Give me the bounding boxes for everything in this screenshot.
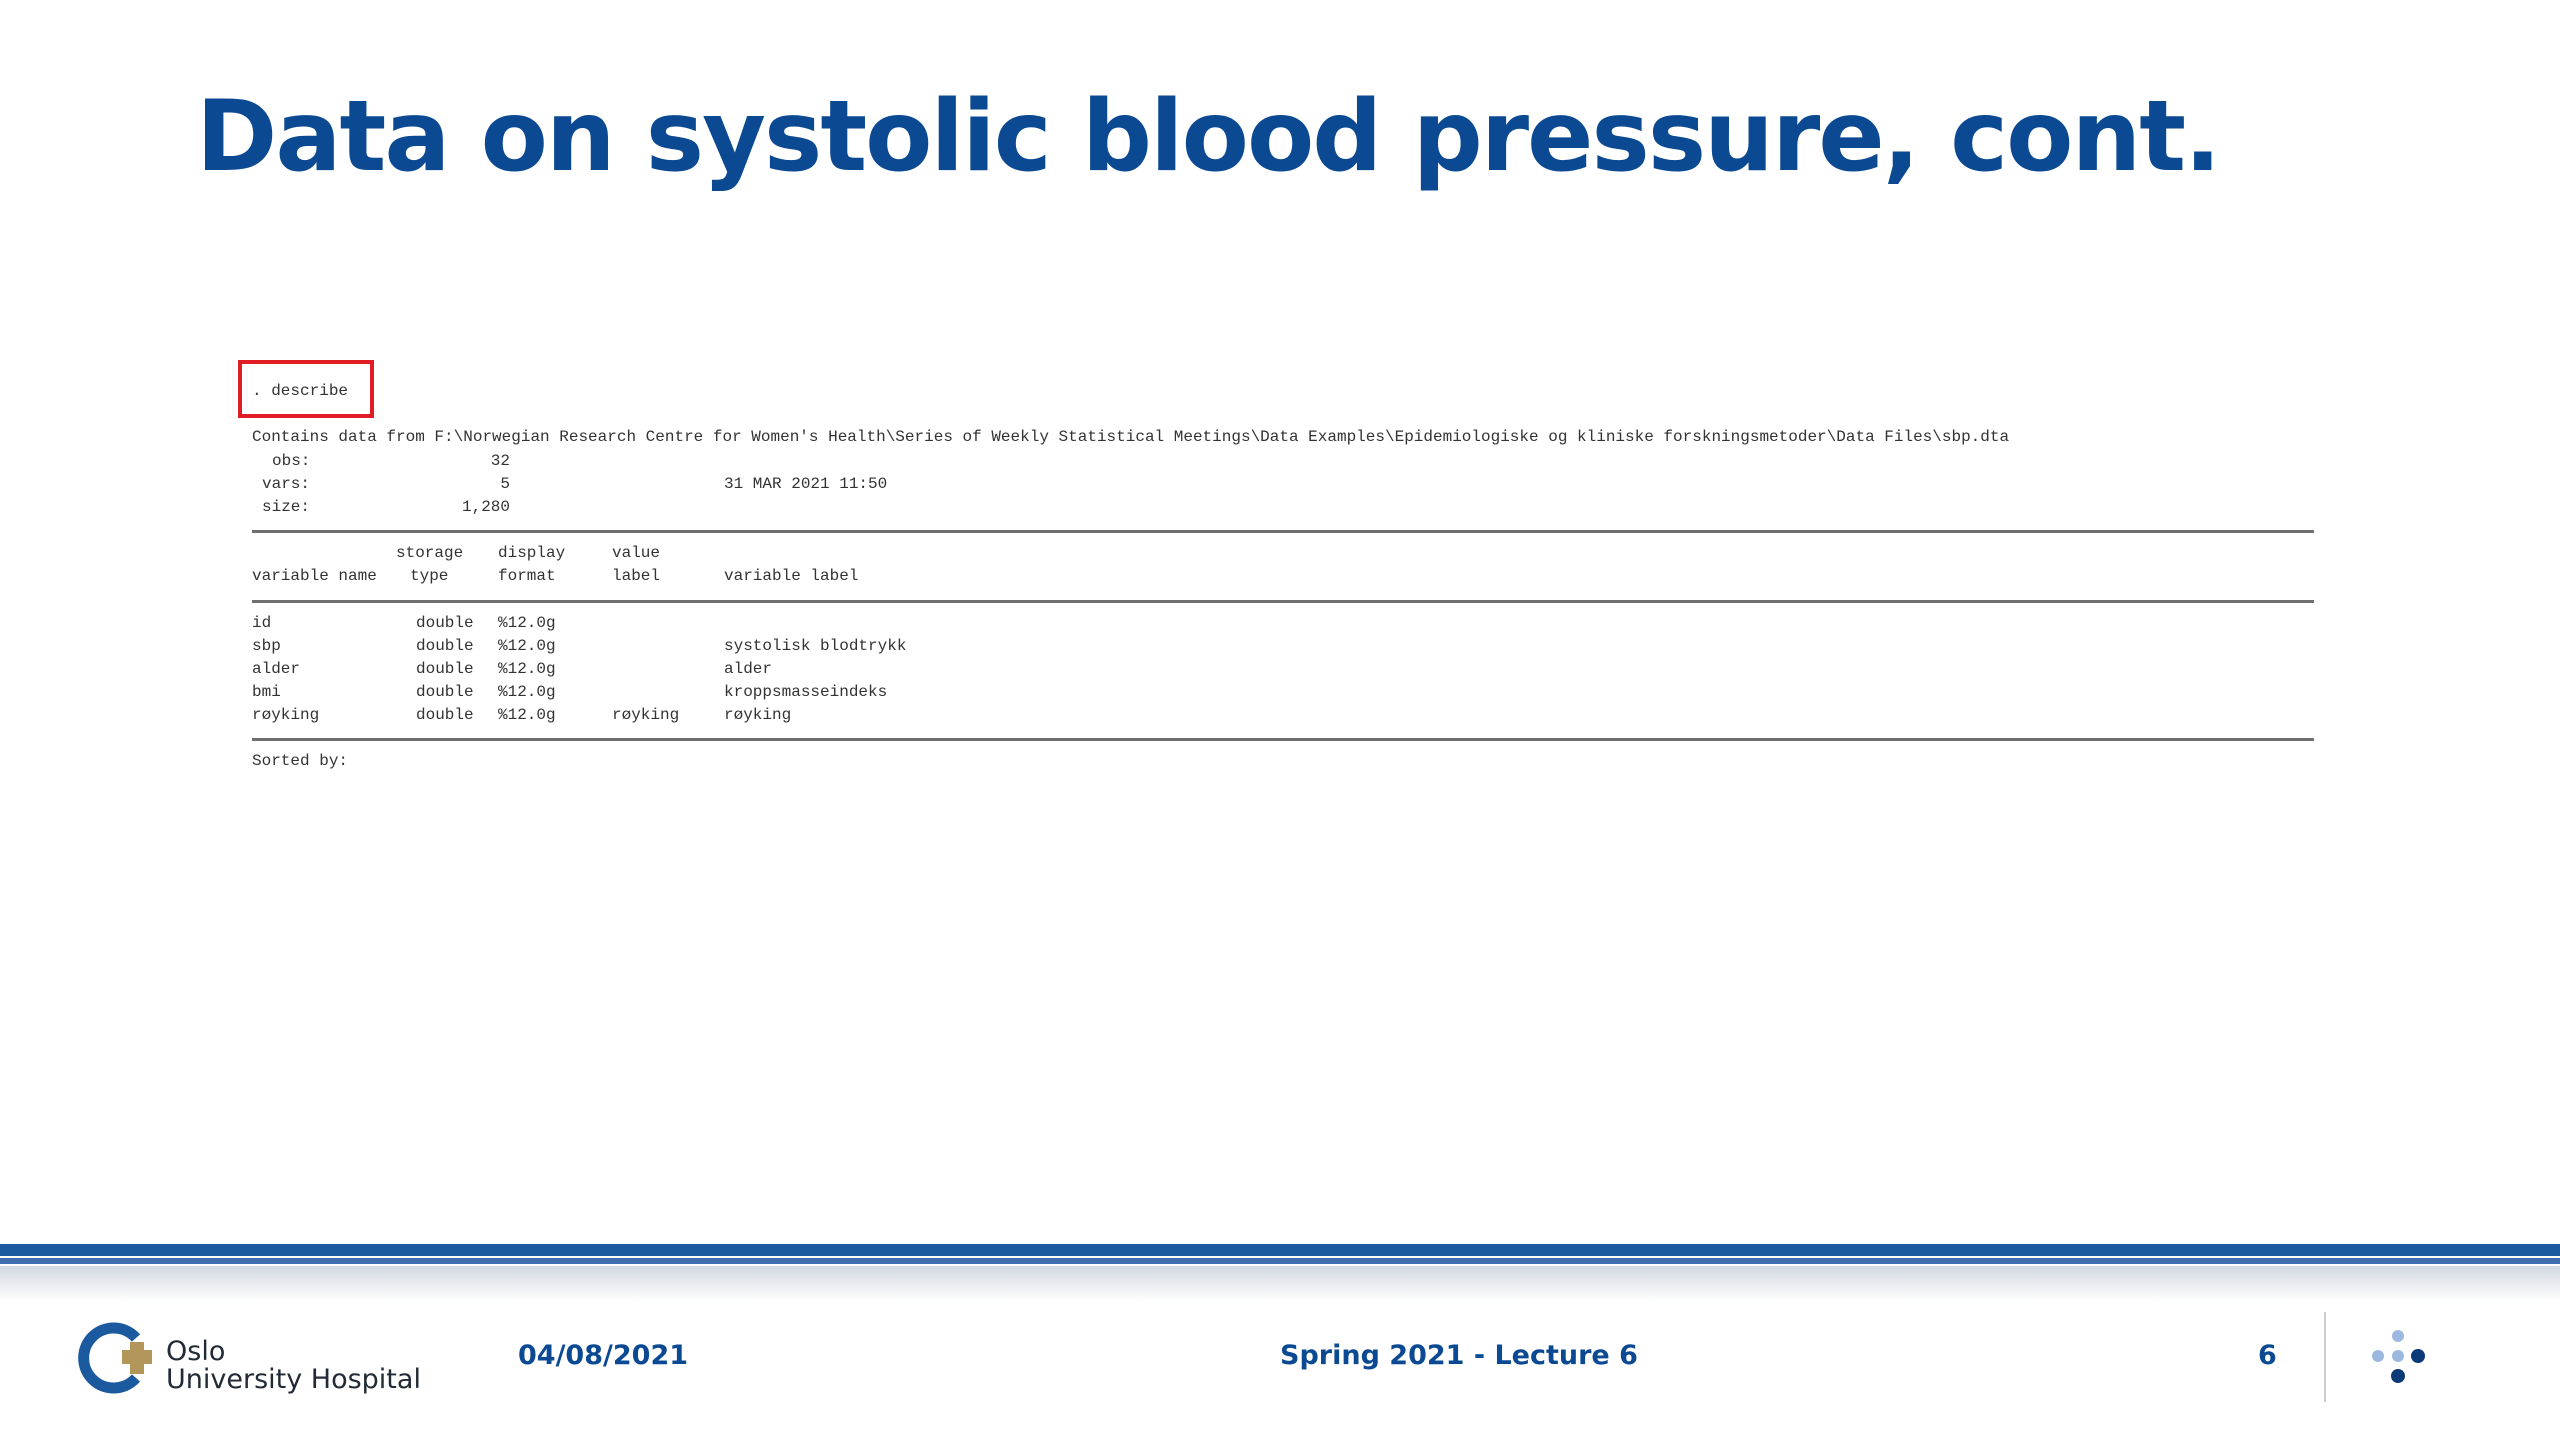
- table-cell-format: %12.0g: [498, 660, 556, 678]
- footer-stripe-dark: [0, 1244, 2560, 1256]
- table-cell-format: %12.0g: [498, 614, 556, 632]
- slide-title: Data on systolic blood pressure, cont.: [196, 80, 2220, 194]
- size-label: size:: [262, 498, 311, 516]
- divider-middle: [252, 600, 2314, 603]
- table-cell-type: double: [416, 706, 474, 724]
- footer-date: 04/08/2021: [518, 1340, 689, 1371]
- footer-course: Spring 2021 - Lecture 6: [1280, 1340, 1638, 1371]
- table-cell-variable-label: alder: [724, 660, 773, 678]
- table-cell-type: double: [416, 660, 474, 678]
- decorative-dots-icon: [2364, 1324, 2432, 1392]
- divider-top: [252, 530, 2314, 533]
- sorted-by-line: Sorted by:: [252, 752, 349, 770]
- obs-value: 32: [490, 452, 510, 470]
- header-type: type: [410, 567, 449, 585]
- oslo-university-hospital-logo: [78, 1318, 438, 1398]
- vars-label: vars:: [262, 475, 311, 493]
- vars-value: 5: [500, 475, 510, 493]
- divider-bottom: [252, 738, 2314, 741]
- table-cell-variable-label: kroppsmasseindeks: [724, 683, 888, 701]
- table-cell-name: alder: [252, 660, 301, 678]
- header-value: value: [612, 544, 661, 562]
- contains-data-line: Contains data from F:\Norwegian Research Centre for Women's Health\Series of Weekly Statistical Meetings\Data Examples\Epidemiologiske og kliniske forskningsmetoder\Data Files\sbp.dta: [252, 428, 2010, 446]
- footer-stripes: [0, 1244, 2560, 1304]
- header-variable-label: variable label: [724, 567, 859, 585]
- table-cell-type: double: [416, 683, 474, 701]
- dataset-timestamp: 31 MAR 2021 11:50: [724, 475, 888, 493]
- table-cell-format: %12.0g: [498, 637, 556, 655]
- table-cell-name: bmi: [252, 683, 281, 701]
- table-cell-name: sbp: [252, 637, 281, 655]
- slide-number: 6: [2258, 1340, 2277, 1371]
- header-label: label: [612, 567, 661, 585]
- logo-line-oslo: Oslo: [166, 1336, 226, 1367]
- footer-stripe-light: [0, 1258, 2560, 1264]
- footer-gradient: [0, 1266, 2560, 1302]
- table-cell-name: røyking: [252, 706, 320, 724]
- table-cell-value-label: røyking: [612, 706, 680, 724]
- logo-line-university-hospital: University Hospital: [166, 1364, 421, 1395]
- table-cell-variable-label: røyking: [724, 706, 792, 724]
- header-display: display: [498, 544, 566, 562]
- header-variable-name: variable name: [252, 567, 377, 585]
- hospital-emblem-icon: [78, 1318, 158, 1398]
- table-cell-format: %12.0g: [498, 683, 556, 701]
- header-storage: storage: [396, 544, 464, 562]
- table-cell-type: double: [416, 637, 474, 655]
- size-value: 1,280: [461, 498, 510, 516]
- table-cell-type: double: [416, 614, 474, 632]
- logo-text: [166, 1338, 421, 1394]
- footer-divider: [2324, 1312, 2326, 1402]
- header-format: format: [498, 567, 556, 585]
- table-cell-name: id: [252, 614, 272, 632]
- stata-command: . describe: [252, 382, 349, 400]
- obs-label: obs:: [272, 452, 311, 470]
- table-cell-format: %12.0g: [498, 706, 556, 724]
- table-cell-variable-label: systolisk blodtrykk: [724, 637, 907, 655]
